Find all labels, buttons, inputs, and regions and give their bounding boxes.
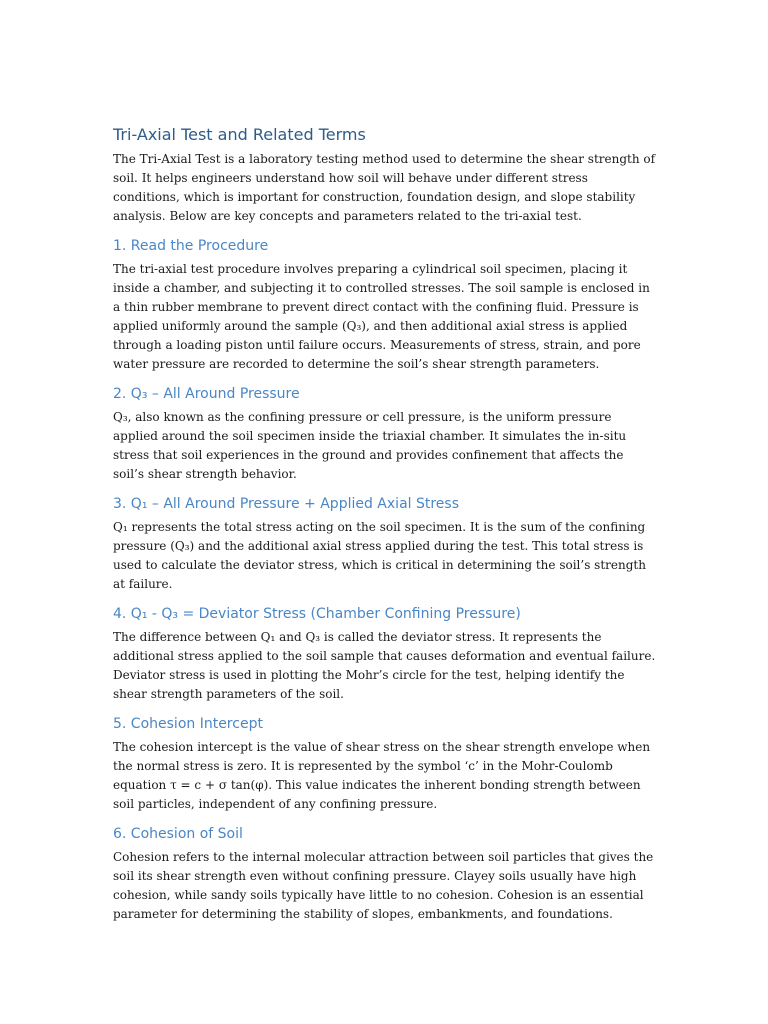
section-heading-cohesion-intercept: 5. Cohesion Intercept: [113, 716, 263, 732]
section-body-deviator-stress: The difference between Q₁ and Q₃ is called the deviator stress. It represents the additional stress applied to the soil sample that causes deformation and eventual failure. Deviator stress is used in plotting the Mohr’s circle for the test, helping identify the shear strength parameters of the soil.: [113, 630, 656, 701]
section-body-q3: Q₃, also known as the confining pressure or cell pressure, is the uniform pressure applied around the soil specimen inside the triaxial chamber. It simulates the in-situ stress that soil experiences in the ground and provides confinement that affects the soil’s shear strength behavior.: [113, 410, 627, 481]
section-body-cohesion-intercept: The cohesion intercept is the value of shear stress on the shear strength envelope when the normal stress is zero. It is represented by the symbol ‘c’ in the Mohr-Coulomb equation τ = c + σ tan(φ). This value indicates the inherent bonding strength between soil particles, independent of any confining pressure.: [113, 740, 651, 811]
document-title: Tri-Axial Test and Related Terms: [113, 125, 366, 144]
section-heading-deviator-stress: 4. Q₁ - Q₃ = Deviator Stress (Chamber Confining Pressure): [113, 606, 521, 622]
section-heading-procedure: 1. Read the Procedure: [113, 238, 269, 254]
intro-paragraph: The Tri-Axial Test is a laboratory testing method used to determine the shear strength of soil. It helps engineers understand how soil will behave under different stress conditions, which is important for construction, foundation design, and slope stability analysis. Below are key concepts and parameters related to the tri-axial test.: [113, 152, 656, 223]
section-heading-q1: 3. Q₁ – All Around Pressure + Applied Axial Stress: [113, 496, 460, 512]
section-body-procedure: The tri-axial test procedure involves preparing a cylindrical soil specimen, placing it inside a chamber, and subjecting it to controlled stresses. The soil sample is enclosed in a thin rubber membrane to prevent direct contact with the confining fluid. Pressure is applied uniformly around the sample (Q₃), and then additional axial stress is applied through a loading piston until failure occurs. Measurements of stress, strain, and pore water pressure are recorded to determine the soil’s shear strength parameters.: [113, 262, 650, 371]
section-body-cohesion-of-soil: Cohesion refers to the internal molecular attraction between soil particles that gives the soil its shear strength even without confining pressure. Clayey soils usually have high cohesion, while sandy soils typically have little to no cohesion. Cohesion is an essential parameter for determining the stability of slopes, embankments, and foundations.: [113, 850, 654, 921]
document-page: [113, 124, 658, 924]
section-heading-q3: 2. Q₃ – All Around Pressure: [113, 386, 300, 402]
section-heading-cohesion-of-soil: 6. Cohesion of Soil: [113, 826, 243, 842]
section-body-q1: Q₁ represents the total stress acting on the soil specimen. It is the sum of the confining pressure (Q₃) and the additional axial stress applied during the test. This total stress is used to calculate the deviator stress, which is critical in determining the soil’s strength at failure.: [113, 520, 646, 591]
